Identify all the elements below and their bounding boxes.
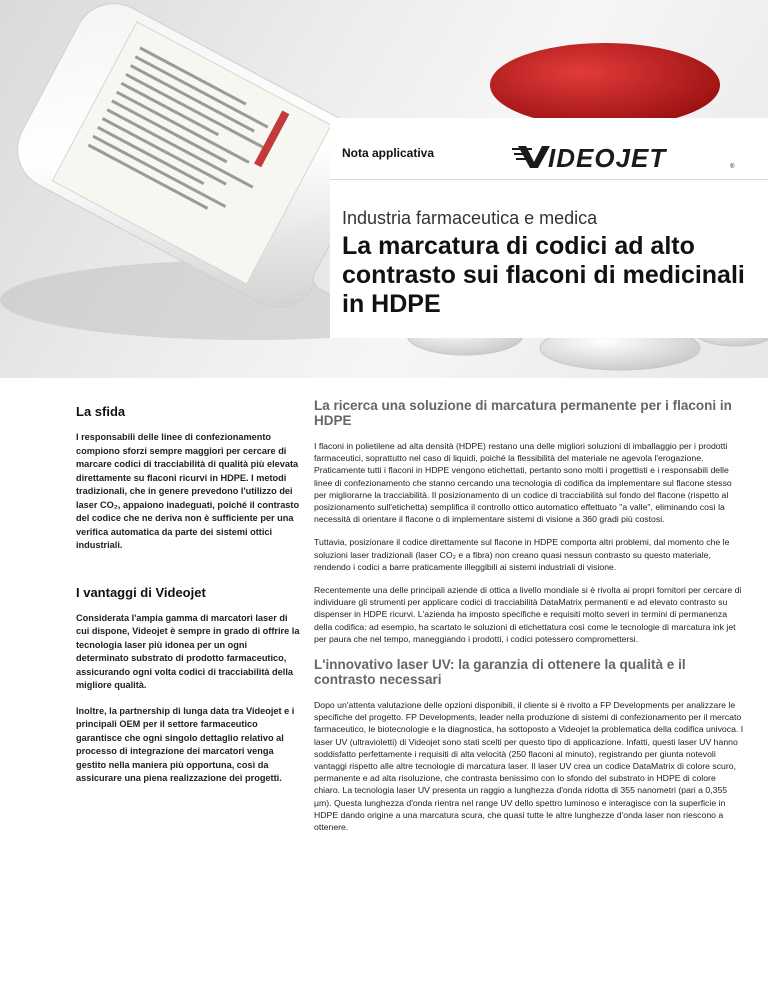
document-type-label: Nota applicativa — [342, 146, 435, 160]
main-content — [314, 398, 744, 844]
sidebar — [76, 404, 301, 786]
advantages-text-2: Inoltre, la partnership di lunga data tra Videojet e i principali OEM per il settore farmaceutico garantisce che ogni singolo dettaglio relativo al processo di integrazione dei marcatori venga gestito nella maniera più opportuna, così da assicurare una piena realizzazione dei progetti. — [76, 705, 295, 783]
body-paragraph: Dopo un'attenta valutazione delle opzioni disponibili, il cliente si è rivolto a FP Developments per analizzare le specifiche del progetto. FP Developments, leader nella produzione di sistemi di confezionamento per il mercato farmaceutico, le biotecnologie e la diagnostica, ha sottoposto a Videojet la problematica della codifica univoca. I laser UV (ultravioletti) di Videojet sono stati scelti per questo tipo di applicazione. Infatti, questi laser UV hanno soddisfatto perfettamente i requisiti di alta velocità (250 flaconi al minuto), registrando per giunta notevoli vantaggi rispetto alle altre tecnologie di marcatura laser. Il laser UV crea un codice DataMatrix di colore scuro, permanente e ad alta risoluzione, che contrasta benissimo con lo sfondo del substrato in HDPE di colore chiaro. La tecnologia laser UV presenta un raggio a lunghezza d'onda ridotta di 355 nanometri (pari a 0,355 µm). Questa lunghezza d'onda rientra nel range UV dello spettro luminoso e interagisce con la superficie in HDPE dando origine a una marcatura scura, che quasi tutte le altre lunghezze d'onda laser non riescono a ottenere. — [314, 700, 744, 833]
hero-photo — [0, 0, 768, 378]
challenge-heading: La sfida — [76, 404, 126, 419]
title-card — [330, 118, 768, 338]
svg-text:IDEOJET: IDEOJET — [548, 143, 667, 172]
section-heading-uv-laser: L'innovativo laser UV: la garanzia di ottenere la qualità e il contrasto necessari — [314, 657, 686, 688]
advantages-text-1: Considerata l'ampia gamma di marcatori laser di cui dispone, Videojet è sempre in grado di offrire la tecnologia laser più idonea per un ogni determinato substrato di prodotto farmaceutico, assicurando ogni volta codici di tracciabilità della migliore qualità. — [76, 612, 300, 690]
sector-label: Industria farmaceutica e medica — [342, 208, 598, 228]
body-paragraph: I flaconi in polietilene ad alta densità (HDPE) restano una delle migliori soluzioni di imballaggio per i prodotti farmaceutici, soprattutto nel caso di liquidi, poiché la flessibilità del materiale ne agevola l'erogazione. Praticamente tutti i flaconi in HDPE vengono etichettati, pertanto sono molti i progettisti e i responsabili delle linee di confezionamento che stanno cercando una tecnologia di codifica da implementare sul flacone stesso per migliorarne la tracciabilità. Il posizionamento di un codice di tracciabilità sul fondo del flacone (rispetto al posizionamento sull'etichetta) semplifica il controllo ottico automatico effettuato "a valle", eliminando così la necessità di orientare il flacone o di implementare sistemi di visione a 360 gradi più costosi. — [314, 441, 732, 525]
body-paragraph: Tuttavia, posizionare il codice direttamente sul flacone in HDPE comporta altri problemi, dal momento che le soluzioni laser tradizionali (laser CO₂ e a fibra) non creano quasi nessun contrasto su questo materiale, rendendo i codici a barre praticamente illeggibili ai sistemi industriali di visione. — [314, 537, 730, 572]
section-heading-search: La ricerca una soluzione di marcatura permanente per i flaconi in HDPE — [314, 398, 732, 428]
svg-text:®: ® — [730, 164, 735, 170]
red-pill — [490, 43, 720, 127]
page-title: La marcatura di codici ad alto contrasto sui flaconi di medicinali in HDPE — [342, 232, 745, 318]
title-card-header — [330, 118, 768, 180]
videojet-logo-mark — [512, 138, 742, 172]
body-paragraph: Recentemente una delle principali aziende di ottica a livello mondiale si è rivolta ai propri fornitori per cercare di individuare gli strumenti per applicare codici di tracciabilità DataMatrix permanenti e ad elevato contrasto su dispenser in HDPE ricurvi. L'azienda ha imposto specifiche e requisiti molto severi in termini di permanenza della codifica: ad esempio, ha scartato le soluzioni di etichettatura così come le tecnologie di marcatura ink jet per paura che nel tempo, maneggiando i prodotti, i codici potessero compromettersi. — [314, 585, 742, 644]
advantages-heading: I vantaggi di Videojet — [76, 584, 206, 600]
challenge-text: I responsabili delle linee di confezionamento compiono sforzi sempre maggiori per cercare di marcare codici di tracciabilità di qualità più elevata direttamente su flaconi ricurvi in HDPE. I metodi tradizionali, che in genere prevedono l'utilizzo dei laser CO₂, appaiono inadeguati, poiché il contrasto del codice che ne deriva non è sufficiente per una verifica automatica da parte dei sistemi ottici industriali. — [76, 432, 300, 550]
